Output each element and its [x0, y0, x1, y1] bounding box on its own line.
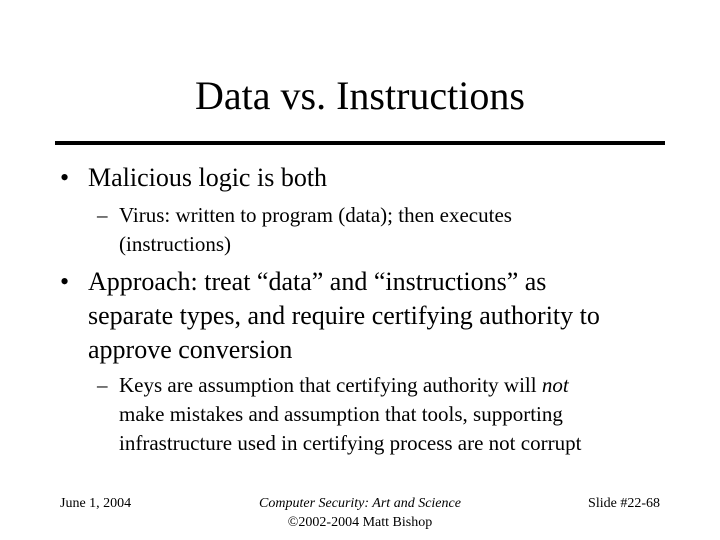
sub-bullet-line-text: Keys are assumption that certifying authority will	[119, 373, 542, 397]
sub-bullet-line: infrastructure used in certifying process are not corrupt	[119, 431, 582, 455]
bullet-text	[88, 265, 668, 367]
title-divider	[55, 141, 665, 145]
sub-bullet-line: Virus: written to program (data); then executes	[119, 203, 512, 227]
emphasis-not: not	[541, 373, 569, 397]
sub-bullet-text	[119, 371, 659, 458]
footer-course	[160, 494, 560, 532]
sub-bullet-line: make mistakes and assumption that tools, supporting	[119, 402, 563, 426]
footer-date: June 1, 2004	[60, 496, 132, 511]
sub-bullet-line	[119, 371, 659, 400]
bullet-mark: •	[60, 163, 70, 192]
dash-mark: –	[97, 203, 108, 227]
bullet-line: Approach: treat “data” and “instructions” as	[88, 267, 547, 296]
footer-course-title: Computer Security: Art and Science	[259, 496, 461, 511]
sub-bullet-line: (instructions)	[119, 232, 231, 256]
bullet-text: Malicious logic is both	[88, 163, 328, 192]
bullet-line: separate types, and require certifying authority to	[88, 301, 600, 330]
sub-bullet-text	[119, 201, 659, 259]
footer-slide-number: Slide #22-68	[588, 496, 660, 511]
slide-title: Data vs. Instructions	[195, 73, 525, 118]
bullet-line: approve conversion	[88, 335, 293, 364]
dash-mark: –	[97, 373, 108, 397]
footer-copyright: ©2002-2004 Matt Bishop	[287, 515, 433, 530]
bullet-mark: •	[60, 267, 70, 296]
